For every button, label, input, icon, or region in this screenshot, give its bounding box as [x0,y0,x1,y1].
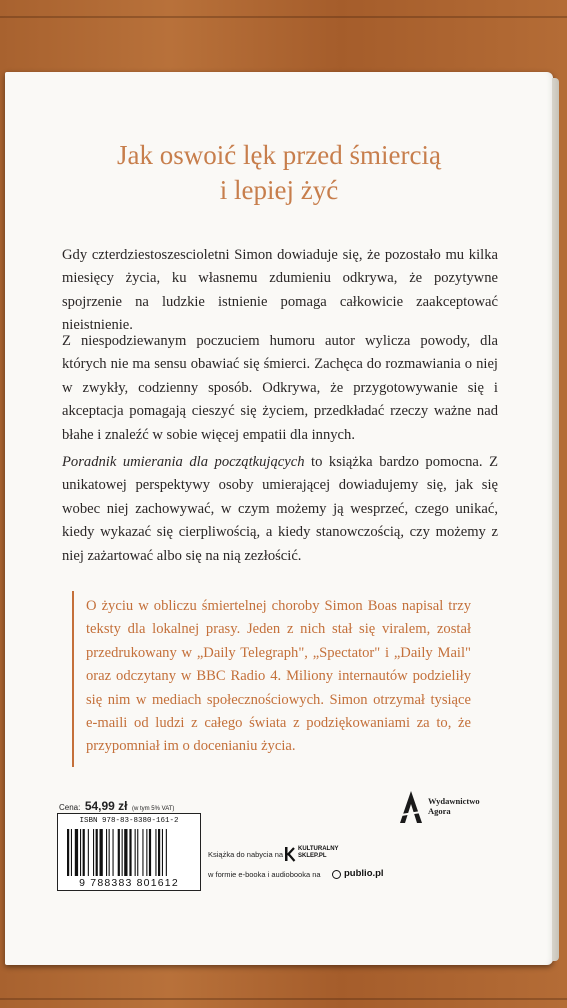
barcode-bar [71,829,72,876]
barcode-bar [75,829,78,876]
price-vat-note: (w tym 5% VAT) [131,806,175,812]
isbn-text: ISBN 978-83-8380-161-2 [79,817,179,825]
price-amount: 54,99 zł [84,799,128,813]
barcode-bar [118,829,120,876]
availability-line-1: Książka do nabycia na [208,850,284,859]
barcode-bar [113,829,114,876]
barcode-bar [100,829,103,876]
blurb-paragraph-1: Gdy czterdziestoszescioletni Simon dowiaduje się, że pozostało mu kilka miesięcy życia, ku własnemu zdumieniu odkrywa, że pozytywne spojrzenie na ludzkie istnienie pomaga całkowicie zaakceptować nieistnienie. [62,247,498,334]
barcode-bar [146,829,147,876]
barcode-bar [162,829,163,876]
barcode-bar [142,829,143,876]
kulturalny-sklep-logo-icon [284,846,296,862]
accent-paragraph: O życiu w obliczu śmiertelnej choroby Simon Boas napisal trzy teksty dla lokalnej prasy. Jeden z nich stał się viralem, został przedrukowany w „Daily Telegraph", „Spectator" i „Daily Mail" oraz odczytany w BBC Radio 4. Miliony internautów podzieliły się nim w mediach społecznościowych. Simon otrzymał tysiące e-maili od ludzi z całego świata z podziękowaniami za to, że przypomniał im o docenianiu życia. [86,598,471,755]
publisher-name: Wydawnictwo Agora [428,796,480,816]
barcode-bar [80,829,81,876]
barcode-bar [155,829,156,876]
barcode-bar [83,829,85,876]
book-page-edge [552,78,559,961]
wood-plank-seam [0,998,567,1000]
isbn-barcode-box [57,813,201,891]
barcode-bar [96,829,98,876]
barcode-bar [93,829,94,876]
price-label: Cena: [59,803,81,812]
blurb-paragraph-3-text: to książka bardzo pomocna. Z unikatowej perspektywy osoby umierającej dowiadujemy się, jak się wobec niej zachowywać, w czym możemy ją wesprzeć, czego unikać, kiedy wykazać się cierpliwością, a kiedy stanowczością, czy możemy z niej zażartować albo się na nią zezłościć. [62,454,499,564]
publio-wordmark: publio.pl [344,868,384,879]
barcode-bar [166,829,167,876]
barcode-icon [67,829,191,876]
barcode-bar [129,829,131,876]
barcode-bar [149,829,151,876]
barcode-bar [158,829,160,876]
barcode-bar [122,829,123,876]
barcode-bar [106,829,107,876]
barcode-bar [67,829,69,876]
barcode-bar [88,829,89,876]
blurb-paragraph-3 [62,451,498,568]
agora-logo-icon [397,790,425,824]
book-title-italic: Poradnik umierania dla początkujących [62,454,305,470]
barcode-bar [137,829,138,876]
publio-logo-icon [332,870,341,879]
accent-vertical-rule [72,591,74,767]
wood-plank-seam [0,16,567,18]
barcode-bar [109,829,110,876]
book-back-cover [5,72,553,965]
blurb-paragraph-2: Z niespodziewanym poczuciem humoru autor wylicza powody, dla których nie ma sensu obawiać się śmierci. Zachęca do rozmawiania o niej w zwykły, codzienny sposób. Odkrywa, że przygotowywanie się i akceptacja pomagają cieszyć się życiem, przedkładać rzeczy ważne nad błahe i znaleźć w sobie więcej empatii dla innych. [62,333,498,443]
kulturalny-sklep-wordmark: KULTURALNY SKLEP.PL [298,846,339,859]
barcode-digits: 9 788383 801612 [79,877,179,889]
barcode-bar [124,829,127,876]
cover-title-line1: Jak oswoić lęk przed śmiercią [117,140,441,170]
availability-line-2: w formie e-booka i audiobooka na [208,870,321,879]
barcode-bar [135,829,136,876]
cover-title-line2: i lepiej żyć [219,175,339,205]
